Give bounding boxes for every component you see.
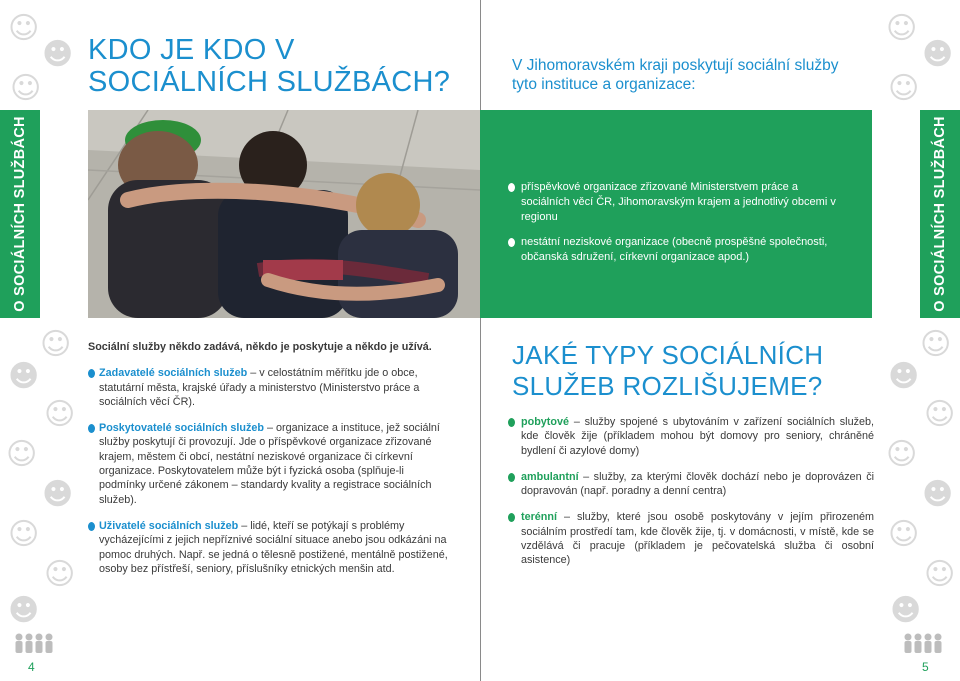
list-item [88,421,450,507]
term-label: ambulantní [521,470,579,483]
side-tab-label: O SOCIÁLNÍCH SLUŽBÁCH [12,116,28,312]
doodle-figure-icon: ☺ [924,557,956,592]
page-title: KDO JE KDO V SOCIÁLNÍCH SLUŽBÁCH? [88,34,451,98]
doodle-figure-icon: ☺ [886,11,918,46]
list-item [508,510,874,567]
doodle-figure-icon: ☻ [42,477,74,512]
doodle-figure-icon: ☺ [920,327,952,362]
doodle-figure-icon: ☺ [10,71,42,106]
list-item-text: příspěvkové organizace zřizované Ministerstvem práce a sociálních věcí ČR, Jihomoravským krajem a jednotlivý obcemi v regionu [521,181,836,223]
bullet-dot-icon [508,513,515,522]
bullet-dot-icon [88,522,95,531]
section-title: JAKÉ TYPY SOCIÁLNÍCH SLUŽEB ROZLIŠUJEME? [512,340,824,401]
people-group-icon [903,632,943,654]
list-item [88,366,450,409]
right-margin-decoration [880,0,960,681]
term-description: – služby, které jsou osobě poskytovány v jejím přirozeném sociálním prostředí tam, kde člověk žije, tj. v domácnosti, v místě, kde se vzdělává či pracuje (příkladem je pečovatelská služba či osobní asistence) [521,511,874,567]
doodle-figure-icon: ☻ [922,477,954,512]
page-spine-divider [480,0,481,681]
side-tab-left [0,110,40,318]
term-label: pobytové [521,416,569,428]
doodle-figure-icon: ☻ [888,359,920,394]
doodle-figure-icon: ☺ [40,327,72,362]
bullet-dot-icon [88,369,95,378]
term-description: – služby spojené s ubytováním v zařízení sociálních služeb, kde člověk žije (příkladem mohou být domovy pro seniory, chráněné bydlení či azylové domy) [521,416,874,457]
organizations-list [508,180,848,275]
list-item [88,519,450,576]
doodle-figure-icon: ☻ [8,359,40,394]
page-number: 4 [28,660,35,674]
section-heading: V Jihomoravském kraji poskytují sociální služby tyto instituce a organizace: [512,57,839,93]
doodle-figure-icon: ☺ [8,11,40,46]
term-description: – služby, za kterými člověk dochází nebo je doprovázen či dopravován (např. poradny a denní centra) [521,470,874,498]
term-description: – v celostátním měřítku jde o obce, statutární města, krajské úřady a ministerstvo (Ministerstvo práce a sociálních věcí ČR). [99,367,420,408]
doodle-figure-icon: ☺ [924,397,956,432]
doodle-figure-icon: ☺ [888,517,920,552]
list-item [508,235,848,265]
service-types-list [508,415,874,580]
left-margin-decoration [0,0,80,681]
doodle-figure-icon: ☺ [6,437,38,472]
bullet-dot-icon [508,473,515,482]
doodle-figure-icon: ☻ [922,37,954,72]
term-label: Zadavatelé sociálních služeb [99,367,248,380]
term-label: terénní [521,511,557,524]
bullet-dot-icon [88,424,95,433]
list-item [508,470,874,499]
term-description: – lidé, kteří se potýkají s problémy vycházejícími z jejich nepříznivé sociální situace anebo jsou odkázáni na pomoc druhých. Např. se jedná o tělesně postižené, mentálně postižené, osoby bez přístřeší, seniory, příslušníky etnických menšin atd. [99,519,448,575]
doodle-figure-icon: ☺ [44,557,76,592]
side-tab-label: O SOCIÁLNÍCH SLUŽBÁCH [932,116,948,312]
doodle-figure-icon: ☻ [42,37,74,72]
doodle-figure-icon: ☺ [8,517,40,552]
bullet-dot-icon [508,238,515,247]
doodle-figure-icon: ☺ [886,437,918,472]
term-label: Uživatelé sociálních služeb [99,519,239,532]
list-item [508,415,874,458]
doodle-figure-icon: ☺ [888,71,920,106]
side-tab-right [920,110,960,318]
bullet-dot-icon [508,418,515,427]
list-item-text: nestátní neziskové organizace (obecně prospěšné společnosti, občanská sdružení, církevní organizace apod.) [521,236,828,263]
children-photo [88,110,480,318]
left-body-text [88,340,450,588]
doodle-figure-icon: ☺ [44,397,76,432]
page-number: 5 [922,660,929,674]
term-label: Poskytovatelé sociálních služeb [99,422,265,435]
doodle-figure-icon: ☻ [890,593,922,628]
intro-text: Sociální služby někdo zadává, někdo je poskytuje a někdo je užívá. [88,341,432,353]
people-group-icon [14,632,54,654]
bullet-dot-icon [508,183,515,192]
list-item [508,180,848,225]
doodle-figure-icon: ☻ [8,593,40,628]
term-description: – organizace a instituce, jež sociální služby poskytují či provozují. Jde o příspěvkové organizace zřizované krajem, městem či obcí, nestátní neziskové organizace či církevní organizace. Poskytovatelem může být i fyzická osoba (splňuje-li podmínky určené zákonem – standardy kvality a registrace sociálních služeb). [99,422,440,506]
